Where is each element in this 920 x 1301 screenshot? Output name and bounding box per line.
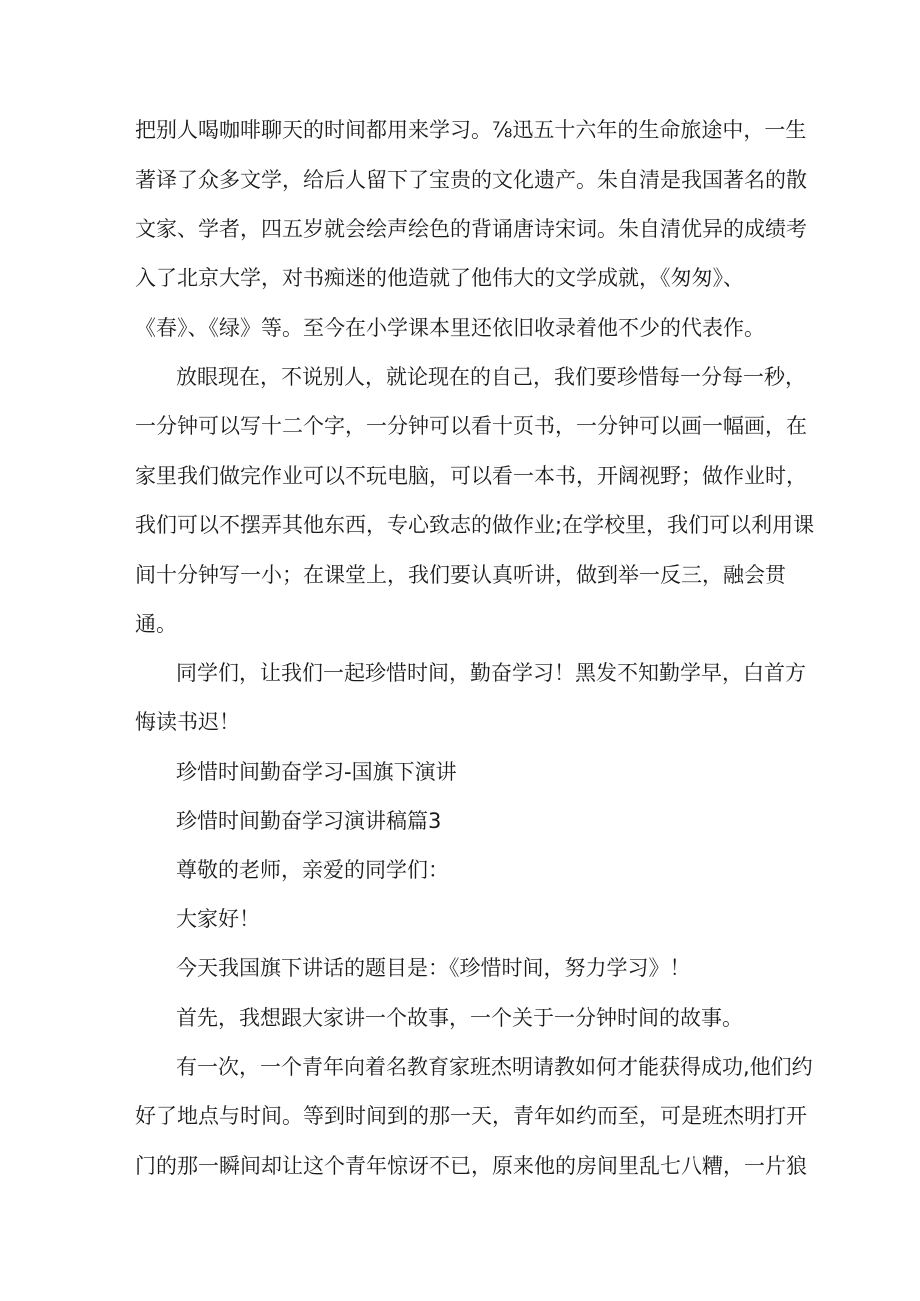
paragraph2-line: 家里我们做完作业可以不玩电脑，可以看一本书，开阔视野；做作业时， bbox=[135, 464, 807, 488]
salutation: 尊敬的老师，亲爱的同学们： bbox=[176, 858, 449, 882]
paragraph1-line: 把别人喝咖啡聊天的时间都用来学习。⅞迅五十六年的生命旅途中，一生 bbox=[135, 118, 807, 142]
paragraph1-line: 著译了众多文学，给后人留下了宝贵的文化遗产。朱自清是我国著名的散 bbox=[135, 168, 807, 192]
paragraph3-line: 同学们，让我们一起珍惜时间，勤奋学习！黑发不知勤学早，白首方 bbox=[176, 661, 806, 685]
speech-heading: 珍惜时间勤奋学习-国旗下演讲 bbox=[176, 760, 457, 784]
intro-line: 首先，我想跟大家讲一个故事，一个关于一分钟时间的故事。 bbox=[176, 1006, 743, 1030]
speech-subheading: 珍惜时间勤奋学习演讲稿篇3 bbox=[176, 809, 442, 833]
paragraph2-line: 间十分钟写一小；在课堂上，我们要认真听讲，做到举一反三，融会贯 bbox=[135, 563, 786, 587]
paragraph1-line: 《春》、《绿》等。至今在小学课本里还依旧收录着他不少的代表作。 bbox=[135, 316, 765, 340]
paragraph3-line: 悔读书迟！ bbox=[135, 710, 240, 734]
paragraph2-line: 一分钟可以写十二个字，一分钟可以看十页书，一分钟可以画一幅画，在 bbox=[135, 414, 807, 438]
paragraph2-line: 通。 bbox=[135, 612, 177, 636]
topic-line: 今天我国旗下讲话的题目是：《珍惜时间，努力学习》！ bbox=[176, 956, 691, 980]
paragraph1-line: 入了北京大学，对书痴迷的他造就了他伟大的文学成就，《匆匆》、 bbox=[135, 266, 744, 290]
paragraph2-line: 我们可以不摆弄其他东西，专心致志的做作业;在学校里，我们可以利用课 bbox=[135, 513, 815, 537]
paragraph4-line: 门的那一瞬间却让这个青年惊讶不已，原来他的房间里乱七八糟，一片狼 bbox=[135, 1154, 807, 1178]
greeting: 大家好！ bbox=[176, 907, 260, 931]
paragraph4-line: 好了地点与时间。等到时间到的那一天，青年如约而至，可是班杰明打开 bbox=[135, 1104, 807, 1128]
paragraph4-line: 有一次，一个青年向着名教育家班杰明请教如何才能获得成功,他们约 bbox=[176, 1055, 813, 1079]
paragraph2-line: 放眼现在，不说别人，就论现在的自己，我们要珍惜每一分每一秒， bbox=[176, 365, 806, 389]
paragraph1-line: 文家、学者，四五岁就会绘声绘色的背诵唐诗宋词。朱自清优异的成绩考 bbox=[135, 217, 807, 241]
